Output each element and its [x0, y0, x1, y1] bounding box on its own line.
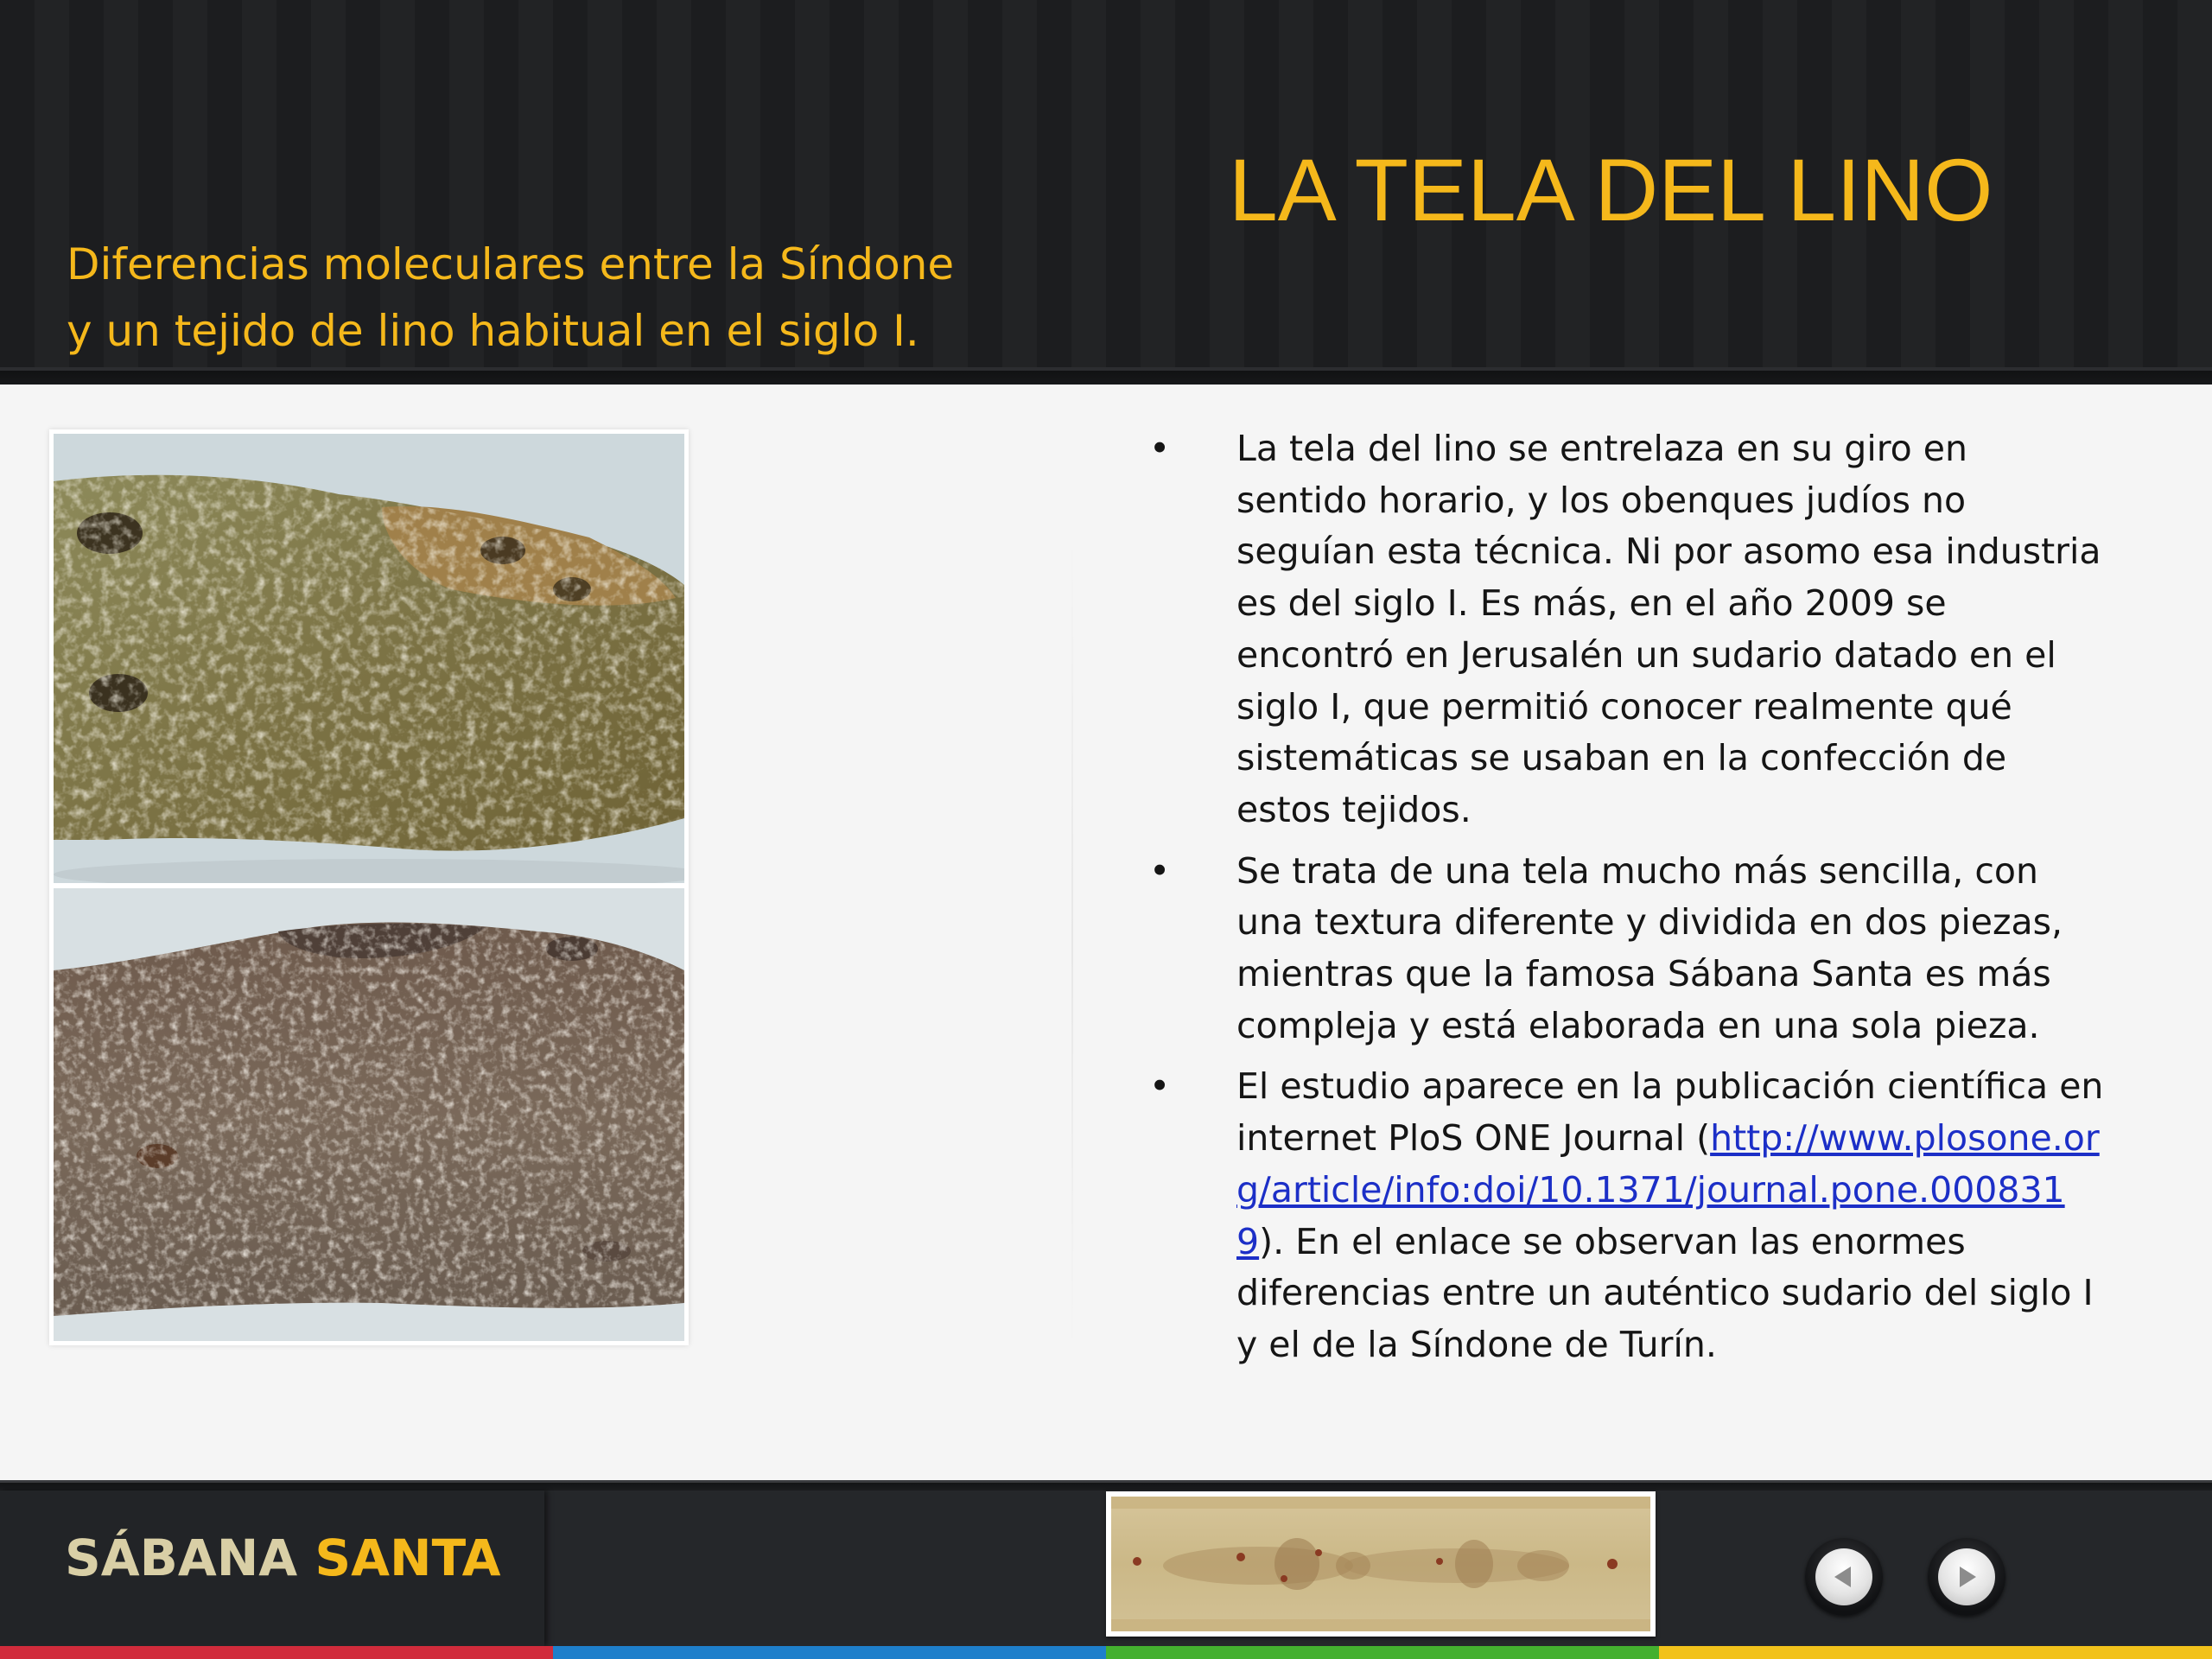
- linen-fiber-photo-top: [54, 434, 684, 883]
- bullet-text-before-link: El estudio aparece en la publicación científica en internet PloS ONE Journal (: [1236, 1065, 2104, 1160]
- bullet-list: [1149, 423, 2108, 1381]
- bullet-text-after-link: ). En el enlace se observan las enormes diferencias entre un auténtico sudario del siglo I y el de la Síndone de Turín.: [1236, 1220, 2094, 1365]
- color-strip: [0, 1646, 2212, 1659]
- brand-part-2: SANTA: [315, 1529, 501, 1587]
- bullet-text: La tela del lino se entrelaza en su giro en sentido horario, y los obenques judíos no seguían esta técnica. Ni por asomo esa industria es del siglo I. Es más, en el año 2009 se encontró en Jerusalén un sudario datado en el siglo I, que permitió conocer realmente qué sistemáticas se usaban en la confección de estos tejidos.: [1236, 428, 2101, 830]
- slide-title: LA TELA DEL LINO: [1229, 141, 1993, 239]
- strip-yellow: [1659, 1646, 2212, 1659]
- previous-slide-button[interactable]: [1805, 1538, 1883, 1616]
- next-button-face: [1938, 1548, 1995, 1605]
- column-divider: [1071, 536, 1073, 1352]
- previous-button-face: [1815, 1548, 1872, 1605]
- strip-blue: [553, 1646, 1106, 1659]
- bullet-marker: •: [1149, 1065, 1171, 1108]
- bullet-marker: •: [1149, 849, 1171, 892]
- next-slide-button[interactable]: [1928, 1538, 2005, 1616]
- slide-subtitle: [67, 232, 954, 365]
- triangle-right-icon: [1938, 1548, 1995, 1605]
- brand-part-1: SÁBANA: [65, 1529, 315, 1587]
- brand-logo-text: [65, 1519, 501, 1597]
- subtitle-line-1: Diferencias moleculares entre la Síndone: [67, 239, 955, 289]
- header-divider: [0, 367, 2212, 385]
- bullet-text: Se trata de una tela mucho más sencilla, con una textura diferente y dividida en dos piezas, mientras que la famosa Sábana Santa es más compleja y está elaborada en una sola pieza.: [1236, 849, 2063, 1046]
- bullet-item-2: [1149, 846, 2108, 1052]
- subtitle-line-2: y un tejido de lino habitual en el siglo I.: [67, 306, 919, 356]
- bullet-item-3: [1149, 1061, 2108, 1370]
- strip-red: [0, 1646, 553, 1659]
- shroud-thumbnail[interactable]: [1111, 1497, 1650, 1631]
- triangle-left-icon: [1815, 1548, 1872, 1605]
- footer-divider: [0, 1480, 2212, 1491]
- bullet-item-1: [1149, 423, 2108, 836]
- plos-one-article-link[interactable]: http://www.plosone.org/article/info:doi/10.1371/journal.pone.0008319: [1236, 1117, 2100, 1262]
- bullet-marker: •: [1149, 428, 1171, 469]
- strip-green: [1106, 1646, 1659, 1659]
- linen-fiber-photo-bottom: [54, 888, 684, 1341]
